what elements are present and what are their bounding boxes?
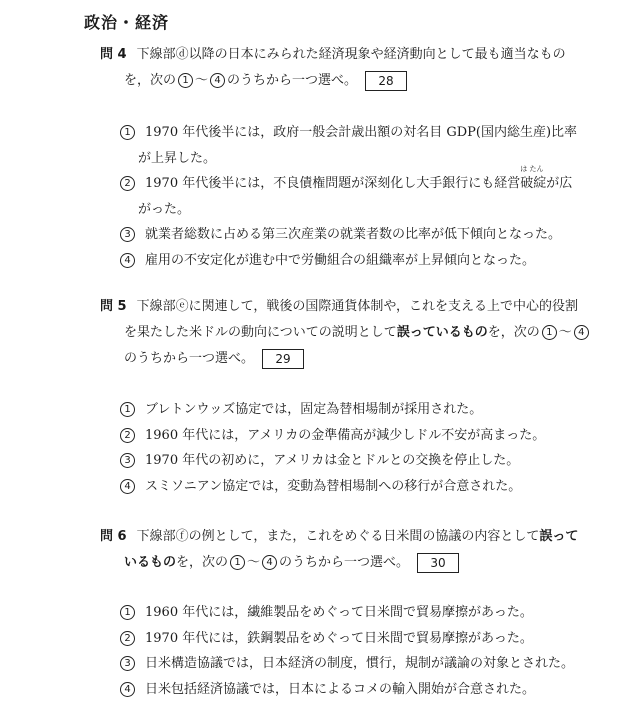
- circled-number: 1: [120, 125, 135, 140]
- option-text: が広: [546, 176, 573, 191]
- circled-number: 2: [120, 631, 135, 646]
- option-text: 就業者総数に占める第三次産業の就業者数の比率が低下傾向となった。: [145, 227, 562, 242]
- circled-number: 1: [230, 555, 245, 570]
- circled-number: 1: [178, 73, 193, 88]
- option-3[interactable]: [120, 222, 580, 248]
- circled-number: 4: [262, 555, 277, 570]
- question-text: 下線部ⓔに関連して，戦後の国際通貨体制や，これを支える上で中心的役割: [136, 299, 579, 314]
- question-text: のうちから一つ選べ。: [124, 351, 255, 366]
- option-1[interactable]: [120, 120, 580, 146]
- option-text: 1970 年代後半には，不良債権問題が深刻化し大手銀行にも経営: [145, 176, 521, 191]
- ruby-reading: は たん: [520, 165, 544, 173]
- option-4[interactable]: [120, 677, 580, 703]
- option-2[interactable]: [120, 626, 580, 652]
- subject-title: 政治・経済: [84, 13, 170, 32]
- range-separator: ～: [195, 73, 209, 88]
- question-text: を，次の: [487, 325, 540, 340]
- options-q5: [120, 397, 580, 499]
- option-4[interactable]: [120, 474, 580, 500]
- question-text: のうちから一つ選べ。: [279, 555, 410, 570]
- question-text: のうちから一つ選べ。: [227, 73, 358, 88]
- option-2[interactable]: [120, 165, 580, 197]
- circled-number: 1: [120, 402, 135, 417]
- question-text: を，次の: [124, 73, 177, 88]
- circled-number: 4: [574, 325, 589, 340]
- question-text: 下線部ⓕの例として，また，これをめぐる日米間の協議の内容として: [136, 529, 540, 544]
- option-1-cont: [120, 146, 580, 172]
- options-q4: [120, 120, 580, 273]
- circled-number: 2: [120, 176, 135, 191]
- answer-box[interactable]: 29: [262, 349, 304, 369]
- option-text: 1960 年代には，アメリカの金準備高が減少しドル不安が高まった。: [145, 427, 546, 443]
- question-text: を果たした米ドルの動向についての説明として: [124, 325, 397, 340]
- option-4[interactable]: [120, 248, 580, 274]
- option-text: 日米構造協議では，日本経済の制度，慣行，規制が議論の対象とされた。: [145, 656, 575, 671]
- option-2-cont: [120, 197, 580, 223]
- circled-number: 3: [120, 656, 135, 671]
- circled-number: 4: [210, 73, 225, 88]
- option-1[interactable]: [120, 397, 580, 423]
- emphasis-text: いるもの: [124, 555, 177, 570]
- option-text: スミソニアン協定では，変動為替相場制への移行が合意された。: [145, 478, 522, 494]
- circled-number: 2: [120, 428, 135, 443]
- question-text: 下線部ⓓ以降の日本にみられた経済現象や経済動向として最も適当なもの: [136, 47, 566, 62]
- circled-number: 3: [120, 453, 135, 468]
- option-1[interactable]: [120, 600, 580, 626]
- option-text: ブレトンウッズ協定では，固定為替相場制が採用された。: [145, 402, 483, 417]
- option-text: が上昇した。: [138, 150, 217, 166]
- range-separator: ～: [558, 325, 572, 340]
- option-text: 日米包括経済協議では，日本によるコメの輸入開始が合意された。: [145, 681, 536, 697]
- question-4: [100, 42, 570, 94]
- range-separator: ～: [247, 555, 261, 570]
- circled-number: 4: [120, 682, 135, 697]
- question-6: [100, 524, 579, 576]
- question-text: を，次の: [176, 555, 229, 570]
- circled-number: 1: [542, 325, 557, 340]
- option-text: 1970 年代後半には，政府一般会計歳出額の対名目 GDP(国内総生産)比率: [145, 125, 578, 140]
- emphasis-text: 誤っているもの: [396, 325, 488, 340]
- circled-number: 4: [120, 253, 135, 268]
- circled-number: 3: [120, 227, 135, 242]
- option-3[interactable]: [120, 651, 580, 677]
- answer-box[interactable]: 28: [365, 71, 407, 91]
- option-3[interactable]: [120, 448, 580, 474]
- option-text: 1970 年代の初めに，アメリカは金とドルとの交換を停止した。: [145, 453, 520, 468]
- question-number: 問 5: [100, 299, 127, 314]
- option-text: 雇用の不安定化が進む中で労働組合の組織率が上昇傾向となった。: [145, 252, 536, 268]
- circled-number: 1: [120, 605, 135, 620]
- answer-box[interactable]: 30: [417, 553, 459, 573]
- circled-number: 4: [120, 479, 135, 494]
- question-number: 問 6: [100, 529, 127, 544]
- ruby-word: は たん 破綻: [520, 165, 547, 191]
- option-text: 1970 年代には，鉄鋼製品をめぐって日米間で貿易摩擦があった。: [145, 630, 533, 646]
- options-q6: [120, 600, 580, 702]
- emphasis-text: 誤って: [539, 529, 579, 544]
- option-2[interactable]: [120, 423, 580, 449]
- question-number: 問 4: [100, 47, 127, 62]
- question-5: [100, 294, 585, 372]
- option-text: 1960 年代には，繊維製品をめぐって日米間で貿易摩擦があった。: [145, 605, 533, 620]
- option-text: がった。: [138, 201, 191, 217]
